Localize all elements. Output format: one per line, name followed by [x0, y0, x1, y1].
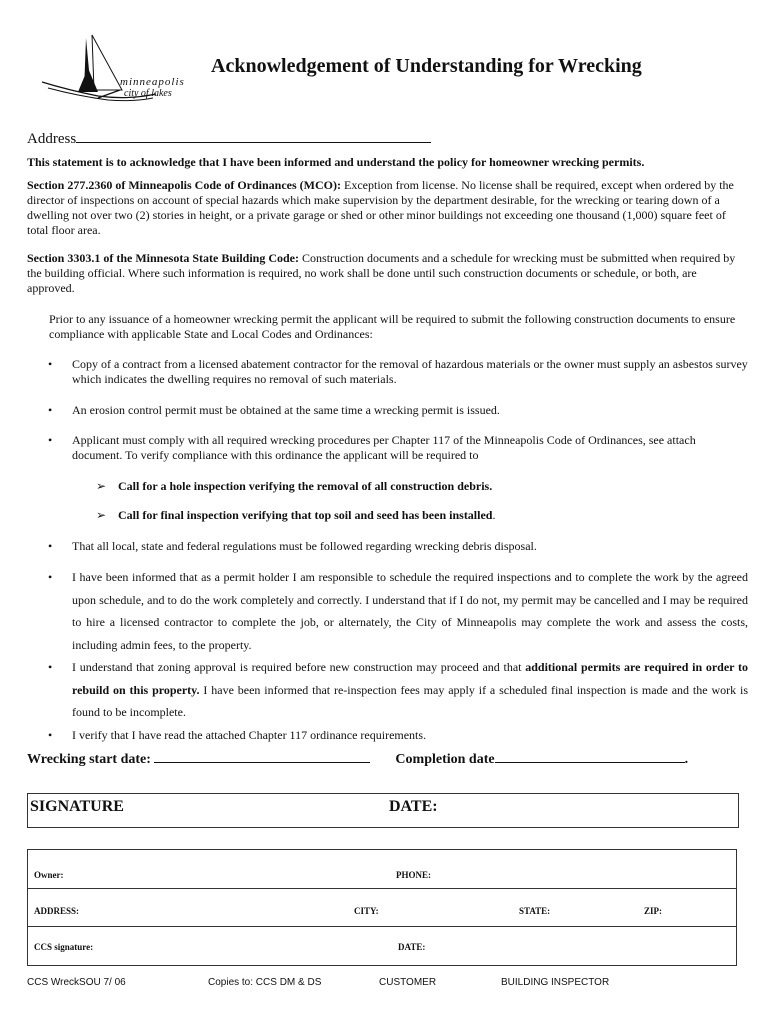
bullet-text-permit-holder: I have been informed that as a permit holder I am responsible to schedule the required inspections and to complete the work by the agreed upon schedule, and to do the work completely and correctly. I understand that if I do not, my permit may be cancelled and I may be required to hire a licensed contractor to complete the job, or alternately, the City of Minneapolis may complete the work and assess the costs, including admin fees, to the property.	[72, 570, 748, 652]
zoning-text-a: I understand that zoning approval is required before new construction may proceed and that	[72, 660, 526, 674]
signature-date-label: DATE:	[389, 798, 438, 815]
bullet-text-abatement: Copy of a contract from a licensed abatement contractor for the removal of hazardous materials or the owner must supply an asbestos survey which indicates the dwelling requires no removal of such materials.	[72, 357, 748, 386]
phone-label: PHONE:	[396, 870, 431, 880]
bullet-icon: •	[48, 570, 53, 584]
sub-text-final-inspection: Call for final inspection verifying that top soil and seed has been installed	[118, 508, 493, 522]
completion-date-label: Completion date	[395, 752, 495, 767]
sub-text-final-period: .	[492, 508, 496, 522]
completion-date-field[interactable]	[495, 750, 685, 763]
bullet-icon: •	[48, 357, 53, 371]
owner-info-box	[27, 849, 737, 966]
divider	[28, 926, 736, 927]
footer-form-id: CCS WreckSOU 7/ 06	[27, 977, 126, 988]
section-3303-paragraph	[27, 251, 739, 296]
sub-text-hole-inspection: Call for a hole inspection verifying the removal of all construction debris.	[118, 479, 493, 493]
arrow-icon: ➢	[96, 508, 107, 522]
ccs-signature-label: CCS signature:	[34, 942, 94, 952]
bullet-text-erosion: An erosion control permit must be obtained at the same time a wrecking permit is issued.	[72, 403, 500, 417]
bullet-icon: •	[48, 433, 53, 447]
arrow-icon: ➢	[96, 479, 107, 493]
footer-copies: Copies to: CCS DM & DS	[208, 977, 322, 988]
zip-label: ZIP:	[644, 906, 662, 916]
prior-paragraph: Prior to any issuance of a homeowner wrecking permit the applicant will be required to submit the following construction documents to ensure compliance with applicable State and Local Codes and Ordinances:	[49, 312, 736, 341]
list-item	[48, 728, 748, 743]
zoning-text-bold: additional permits are required in order to rebuild on this property.	[72, 660, 748, 697]
wrecking-start-date-field[interactable]	[154, 750, 370, 763]
list-item	[48, 566, 748, 656]
bullet-icon: •	[48, 539, 53, 553]
list-item	[48, 539, 748, 554]
wrecking-start-label: Wrecking start date:	[27, 752, 155, 767]
sub-item-final-inspection	[96, 508, 495, 523]
list-item	[48, 433, 748, 463]
bullet-text-regulations: That all local, state and federal regulations must be followed regarding wrecking debris disposal.	[72, 539, 537, 553]
section-277-heading: Section 277.2360 of Minneapolis Code of Ordinances (MCO):	[27, 178, 341, 192]
zoning-text-b: I have been informed that re-inspection fees may apply if a scheduled final inspection is made and the work is found to be incomplete.	[72, 682, 748, 719]
address-input-line[interactable]	[76, 128, 431, 143]
city-label: CITY:	[354, 906, 379, 916]
address-label: Address	[27, 131, 77, 147]
signature-box[interactable]	[27, 793, 739, 828]
bullet-text-zoning	[72, 656, 748, 724]
address-row	[27, 128, 431, 148]
list-item	[48, 656, 748, 724]
divider	[28, 888, 736, 889]
completion-period: .	[684, 752, 689, 767]
bullet-text-chapter117: Applicant must comply with all required wrecking procedures per Chapter 117 of the Minneapolis Code of Ordinances, see attach document. To verify compliance with this ordinance the applicant will be required to	[72, 433, 696, 462]
logo-text-minneapolis: minneapolis	[120, 76, 185, 88]
signature-label: SIGNATURE	[30, 798, 124, 815]
list-item	[48, 357, 748, 387]
state-label: STATE:	[519, 906, 551, 916]
ccs-date-label: DATE:	[398, 942, 426, 952]
bullet-icon: •	[48, 728, 53, 742]
page-title: Acknowledgement of Understanding for Wrecking	[211, 55, 642, 77]
section-3303-heading: Section 3303.1 of the Minnesota State Building Code:	[27, 251, 300, 265]
address-field-label: ADDRESS:	[34, 906, 80, 916]
section-277-paragraph	[27, 178, 739, 238]
section-3303-text: Construction documents and a schedule for wrecking must be submitted when required by the building official. Where such information is required, no work shall be done until such construction documents or schedule, or both, are approved.	[27, 251, 736, 295]
sub-item-hole-inspection	[96, 479, 492, 494]
intro-statement: This statement is to acknowledge that I have been informed and understand the policy for homeowner wrecking permits.	[27, 155, 645, 169]
section-277-text: Exception from license. No license shall be required, except when ordered by the director of inspections on account of special hazards which make supervision by the department desirable, for the wrecking or tearing down of a dwelling not over two (2) stories in height, or a private garage or shed or other minor buildings not exceeding one thousand (1,000) square feet of total floor area.	[27, 178, 734, 237]
bullet-icon: •	[48, 403, 53, 417]
list-item	[48, 403, 748, 418]
logo-text-city-of-lakes: city of lakes	[124, 88, 172, 99]
dates-row	[27, 750, 688, 768]
footer-customer: CUSTOMER	[379, 977, 437, 988]
bullet-icon: •	[48, 660, 53, 674]
footer-building-inspector: BUILDING INSPECTOR	[501, 977, 610, 988]
bullet-text-verify: I verify that I have read the attached Chapter 117 ordinance requirements.	[72, 728, 427, 742]
owner-label: Owner:	[34, 870, 64, 880]
